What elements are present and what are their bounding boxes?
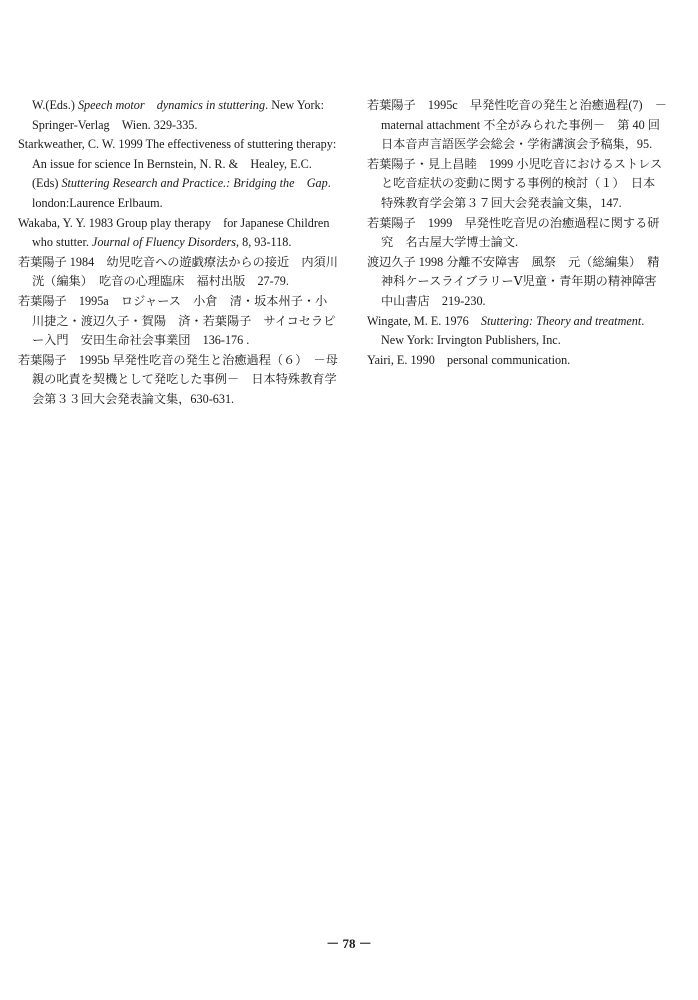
reference-text: 若葉陽子 1995a ロジャース 小倉 清・坂本州子・小川捷之・渡辺久子・賀陽 済・若葉陽子 サイコセラピー入門 安田生命社会事業団 136-176 . [18,293,336,348]
reference-text: 若葉陽子 1984 幼児吃音への遊戯療法からの接近 内須川 洸（編集） 吃音の心理臨床 福村出版 27-79. [18,254,351,289]
reference-entry [367,253,667,312]
reference-title: Stuttering: Theory and treatment [480,313,642,328]
reference-text: . New York: Springer-Verlag Wien. 329-335. [32,98,325,132]
reference-text: 若葉陽子 1995b 早発性吃音の発生と治癒過程（６） －母親の叱責を契機として発吃した事例－ 日本特殊教育学会第３３回大会発表論文集，630-631. [18,352,338,406]
reference-entry [18,135,338,213]
reference-text: 若葉陽子・見上昌睦 1999 小児吃音におけるストレスと吃音症状の変動に関する事例的検討（１） 日本特殊教育学会第３７回大会発表論文集，147. [367,156,663,210]
reference-entry [18,214,338,253]
reference-entry [367,312,667,351]
reference-text: Yairi, E. 1990 personal communication. [367,352,571,367]
reference-title: Journal of Fluency Disorders [91,235,237,250]
reference-text: 若葉陽子 1999 早発性吃音児の治癒過程に関する研究 名古屋大学博士論文. [367,215,660,250]
reference-text: 渡辺久子 1998 分離不安障害 風祭 元（総編集） 精神科ケースライブラリーⅤ児童・青年期の精神障害 中山書店 219-230. [367,254,669,308]
reference-text: Starkweather, C. W. 1999 The effectiveness of stuttering therapy: An issue for science In Bernstein, N. R. & Healey, E.C.(Eds) [18,137,337,191]
reference-entry [367,96,667,155]
reference-title: Stuttering Research and Practice.: Bridging the Gap [61,176,328,191]
page-number: － 78 － [326,936,372,951]
reference-text: Wingate, M. E. 1976 [367,313,481,328]
reference-text: W.(Eds.) [32,98,78,112]
reference-text: , 8, 93-118. [236,235,292,250]
references-right-column [367,96,667,370]
reference-text: Wakaba, Y. Y. 1983 Group play therapy for Japanese Children who stutter. [18,215,330,250]
reference-entry [18,96,338,135]
reference-title: Speech motor dynamics in stuttering [77,98,266,112]
reference-entry [18,351,338,410]
reference-text: 若葉陽子 1995c 早発性吃音の発生と治癒過程(7) －maternal attachment 不全がみられた事例－ 第 40 回日本音声言語医学会総会・学術講演会予稿集，95. [367,98,667,152]
reference-entry [367,155,667,214]
reference-text: . New York: Irvington Publishers, Inc. [381,313,645,348]
reference-entry [367,351,667,371]
reference-entry [18,292,338,351]
references-left-column [18,96,351,410]
reference-entry [18,253,351,292]
reference-entry [367,214,667,253]
reference-text: . london:Laurence Erlbaum. [32,176,331,210]
